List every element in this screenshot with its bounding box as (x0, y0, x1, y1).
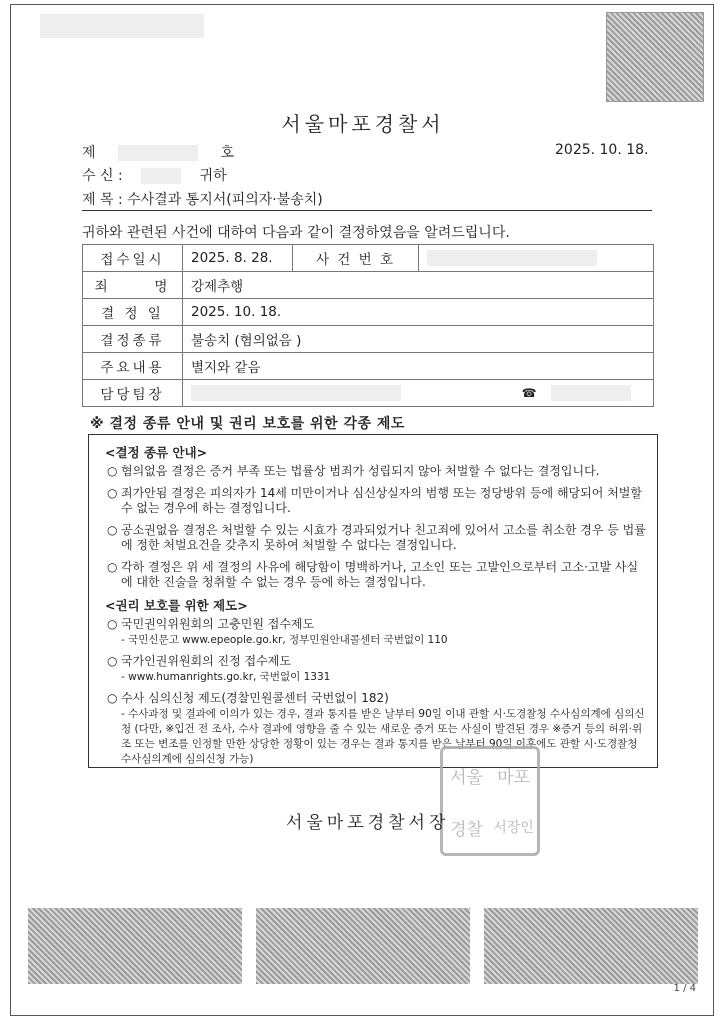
officer-value (183, 380, 654, 407)
table-row (83, 326, 654, 353)
case-number-value (419, 245, 654, 272)
decision-types-heading: <결정 종류 안내> (105, 445, 208, 460)
redacted-recipient (141, 168, 181, 184)
issuer-name: 서울마포경찰서장 (286, 813, 450, 833)
document-number: 제 호 (82, 145, 234, 161)
header-divider (82, 210, 652, 211)
barcode-center (256, 908, 470, 984)
intro-text: 귀하와 관련된 사건에 대하여 다음과 같이 결정하였음을 알려드립니다. (82, 225, 510, 241)
barcode-left (28, 908, 242, 984)
received-label: 접수일시 (83, 245, 183, 272)
recipient-line: 수 신 : 귀하 (82, 168, 227, 184)
list-item: ○ 죄가안됨 결정은 피의자가 14세 미만이거나 심신상실자의 범행 또는 정당방위 등에 해당되어 처벌할 수 없는 경우에 하는 결정입니다. (107, 486, 642, 515)
decision-date-value: 2025. 10. 18. (183, 299, 654, 326)
rights-heading: <권리 보호를 위한 제도> (105, 598, 248, 613)
table-row (83, 299, 654, 326)
case-number-label: 사 건 번 호 (293, 245, 419, 272)
page-number: 1 / 4 (673, 983, 696, 994)
notice-box (88, 434, 658, 768)
table-row (83, 272, 654, 299)
main-content-label: 주요내용 (83, 353, 183, 380)
official-seal: 서울 마포 경찰 서장인 (440, 746, 540, 856)
redacted-officer (191, 385, 401, 401)
table-row (83, 245, 654, 272)
barcode-right (484, 908, 698, 984)
list-item: ○ 국가인권위원회의 진정 접수제도 - www.humanrights.go.kr, 국번없이 1331 (107, 654, 331, 683)
redacted-number (118, 145, 198, 161)
list-item: ○ 국민권익위원회의 고충민원 접수제도 - 국민신문고 www.epeople.go.kr, 정부민원안내콜센터 국번없이 110 (107, 617, 448, 646)
list-item: ○ 공소권없음 결정은 처벌할 수 있는 시효가 경과되었거나 친고죄에 있어서 고소를 취소한 경우 등 법률에 정한 처벌요건을 갖추지 못하여 처벌할 수 없다는 결정입니다. (107, 523, 646, 552)
decision-date-label: 결 정 일 (83, 299, 183, 326)
list-item: ○ 수사 심의신청 제도(경찰민원콜센터 국번없이 182) - 수사과정 및 결과에 이의가 있는 경우, 결과 통지를 받은 날부터 90일 이내 관할 시·도경찰청 수사심의계에 심의신청 (다만, ※입건 전 조사, 수사 결과에 영향을 줄 수 있는 새로운 증거 또는 사실이 발견된 경우 ※증거 등의 허위·위조 또는 변조를 인정할 만한 상당한 정황이 있는 경우는 결과 통지를 받은 날부터 90일 이후에도 관할 시·도경찰청 수사심의계에 심의신청 가능) (107, 691, 645, 765)
redacted-case-number (427, 250, 597, 266)
page-title: 서울마포경찰서 (281, 112, 445, 136)
redacted-phone (551, 385, 631, 401)
crime-value: 강제추행 (183, 272, 654, 299)
phone-icon: ☎ (521, 386, 537, 400)
list-item: ○ 각하 결정은 위 세 결정의 사유에 해당함이 명백하거나, 고소인 또는 고발인으로부터 고소·고발 사실에 대한 진술을 청취할 수 없는 경우 등에 하는 결정입니다. (107, 560, 639, 589)
decision-type-label: 결정종류 (83, 326, 183, 353)
document-date: 2025. 10. 18. (555, 142, 649, 158)
received-value: 2025. 8. 28. (183, 245, 293, 272)
officer-label: 담당팀장 (83, 380, 183, 407)
table-row (83, 380, 654, 407)
qr-code (606, 12, 704, 102)
table-row (83, 353, 654, 380)
list-item: ○ 혐의없음 결정은 증거 부족 또는 법률상 범죄가 성립되지 않아 처벌할 수 없다는 결정입니다. (107, 464, 600, 478)
redacted-header-box (40, 14, 204, 38)
info-table (82, 244, 654, 407)
main-content-value: 별지와 같음 (183, 353, 654, 380)
decision-type-value: 불송치 (혐의없음 ) (183, 326, 654, 353)
notice-section-title: ※ 결정 종류 안내 및 권리 보호를 위한 각종 제도 (90, 416, 405, 432)
crime-label: 죄 명 (83, 272, 183, 299)
subject-line: 제 목 : 수사결과 통지서(피의자·불송치) (82, 192, 323, 208)
